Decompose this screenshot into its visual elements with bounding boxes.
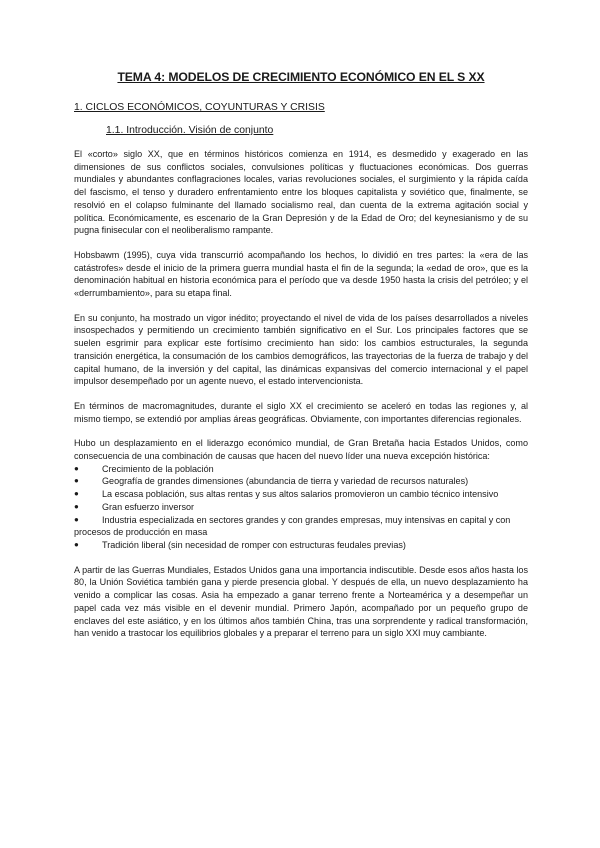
bullet-icon: ●: [74, 514, 79, 524]
bullet-icon: ●: [74, 539, 79, 549]
list-item: ● Tradición liberal (sin necesidad de romper con estructuras feudales previas): [74, 539, 406, 550]
bullet-icon: ●: [74, 501, 79, 511]
list-item: ● Gran esfuerzo inversor: [74, 501, 195, 512]
list-item: ● Industria especializada en sectores grandes y con grandes empresas, muy intensivas en capital y con procesos de producción en masa: [74, 514, 511, 538]
paragraph-intro: El «corto» siglo XX, que en términos históricos comienza en 1914, es desmedido y exagerado en las dimensiones de sus conflictos sociales, convulsiones políticas y fluctuaciones económicas. Dos guerras mundiales y abundantes conflagraciones locales, varias revoluciones sociales, el surgimiento y la rápida caída del fascismo, el tenso y duradero enfrentamiento entre los bloques capitalista y soviético que, finalmente, se resolvió en el colapso fulminante del llamado socialismo real, dan cuenta de la extrema agitación social y política. Económicamente, es escenario de la Gran Depresión y de la Edad de Oro; del keynesianismo y de su pugna finisecular con el neoliberalismo rampante.: [74, 149, 528, 236]
document-page: [74, 70, 528, 652]
bullet-icon: ●: [74, 476, 79, 486]
list-item: ● Crecimiento de la población: [74, 463, 214, 474]
paragraph-growth-factors: En su conjunto, ha mostrado un vigor inédito; proyectando el nivel de vida de los países desarrollados a niveles insospechados y permitiendo un crecimiento también significativo en el Sur. Los principales factores que se suelen esgrimir para explicar este fortísimo crecimiento han sido: los cambios estructurales, la segunda transición energética, la consumación de los cambios demográficos, las trayectorias de la fuerza de trabajo y del capital humano, de la inversión y del capital, las dinámicas expansivas del comercio internacional y el papel impulsor desempeñado por un agente nuevo, el estado intervencionista.: [74, 312, 528, 387]
paragraph-closing: A partir de las Guerras Mundiales, Estados Unidos gana una importancia indiscutible. Desde esos años hasta los 80, la Unión Soviética también gana y pierde presencia global. Y después de ella, un nuevo desplazamiento ha venido a complicar las cosas. Asia ha empezado a ganar terreno frente a Norteamérica y a desempeñar un papel cada vez más visible en el devenir mundial. Primero Japón, acompañado por un pequeño grupo de enclaves del este asiático, y en los últimos años también China, tras una sorprendente y radical transformación, han venido a trastocar los equilibrios globales y a preparar el terreno para un siglo XXI muy cambiante.: [74, 564, 528, 639]
bullet-icon: ●: [74, 489, 79, 499]
section-heading: 1. CICLOS ECONÓMICOS, COYUNTURAS Y CRISIS: [74, 102, 325, 113]
list-item: ● Geografía de grandes dimensiones (abundancia de tierra y variedad de recursos naturales): [74, 476, 469, 487]
list-item: ● La escasa población, sus altas rentas y sus altos salarios promovieron un cambio técnico intensivo: [74, 489, 499, 500]
bullet-icon: ●: [74, 463, 79, 473]
subsection-heading: 1.1. Introducción. Visión de conjunto: [106, 125, 274, 136]
paragraph-macromagnitudes: En términos de macromagnitudes, durante el siglo XX el crecimiento se aceleró en todas las regiones y, al mismo tiempo, se extendió por amplias áreas geográficas. Obviamente, con importantes diferencias regionales.: [74, 400, 528, 424]
paragraph-hobsbawm: Hobsbawm (1995), cuya vida transcurrió acompañando los hechos, lo dividió en tres partes: la «era de las catástrofes» desde el inicio de la primera guerra mundial hasta el fin de la segunda; la «edad de oro», que es la denominación habitual en historia económica para el período que va desde 1950 hasta la crisis del petróleo; y el «derrumbamiento», para su etapa final.: [74, 249, 528, 299]
paragraph-leadership-shift: Hubo un desplazamiento en el liderazgo económico mundial, de Gran Bretaña hacia Estados Unidos, como consecuencia de una combinación de causas que hacen del nuevo líder una nueva excepción histórica:: [74, 438, 528, 462]
causes-list: [74, 463, 528, 552]
document-title: TEMA 4: MODELOS DE CRECIMIENTO ECONÓMICO EN EL S XX: [117, 70, 485, 84]
